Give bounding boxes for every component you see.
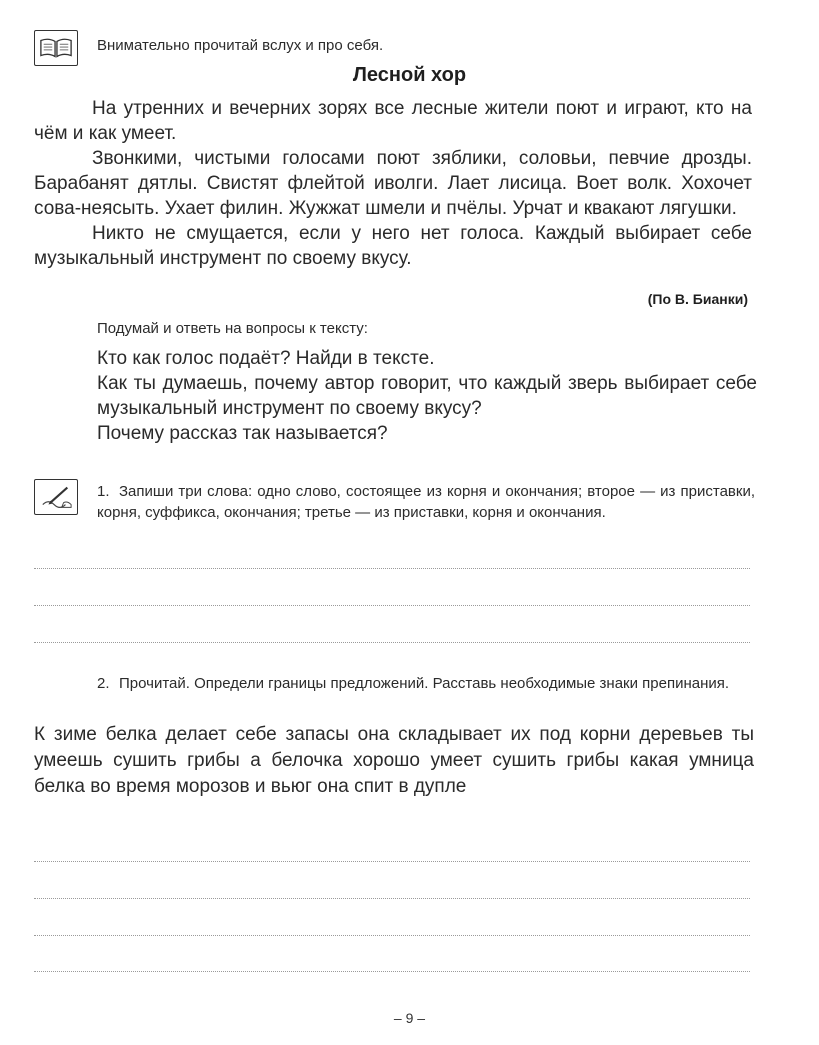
page-number: – 9 – bbox=[393, 1010, 426, 1026]
question-item: Как ты думаешь, почему автор говорит, что каждый зверь выбирает себе музыкальный инструмент по своему вкусу? bbox=[97, 373, 757, 419]
task-text: Запиши три слова: одно слово, состоящее из корня и окончания; второе — из приставки, корня, суффикса, окончания; третье — из приставки, корня и окончания. bbox=[97, 483, 755, 521]
task-2 bbox=[97, 673, 755, 694]
pencil-writing-icon bbox=[34, 479, 78, 515]
task-text: Прочитай. Определи границы предложений. Расставь необходимые знаки препинания. bbox=[119, 675, 730, 692]
task-number: 1. bbox=[97, 483, 110, 500]
questions-list bbox=[97, 346, 757, 446]
reading-paragraph: Звонкими, чистыми голосами поют зяблики, соловьи, певчие дрозды. Барабанят дятлы. Свистят флейтой иволги. Лает лисица. Воет волк. Хохочет сова-неясыть. Ухает филин. Жужжат шмели и пчёлы. Урчат и квакают лягушки. bbox=[34, 148, 752, 219]
author-attribution: (По В. Бианки) bbox=[647, 291, 748, 307]
reading-paragraph: Никто не смущается, если у него нет голоса. Каждый выбирает себе музыкальный инструмент по своему вкусу. bbox=[34, 223, 752, 269]
task-number: 2. bbox=[97, 675, 110, 692]
answer-line[interactable] bbox=[34, 971, 750, 972]
answer-line[interactable] bbox=[34, 898, 750, 899]
question-item: Кто как голос подаёт? Найди в тексте. bbox=[97, 348, 435, 369]
question-item: Почему рассказ так называется? bbox=[97, 423, 388, 444]
questions-intro: Подумай и ответь на вопросы к тексту: bbox=[97, 320, 368, 337]
open-book-icon bbox=[34, 30, 78, 66]
reading-text bbox=[34, 96, 752, 271]
reading-paragraph: На утренних и вечерних зорях все лесные жители поют и играют, кто на чём и как умеет. bbox=[34, 98, 752, 144]
answer-line[interactable] bbox=[34, 568, 750, 569]
header-instruction: Внимательно прочитай вслух и про себя. bbox=[97, 37, 384, 54]
task-1 bbox=[97, 481, 755, 523]
answer-line[interactable] bbox=[34, 605, 750, 606]
dictation-text: К зиме белка делает себе запасы она складывает их под корни деревьев ты умеешь сушить грибы а белочка хорошо умеет сушить грибы какая умница белка во время морозов и вьюг она спит в дупле bbox=[34, 724, 754, 797]
answer-line[interactable] bbox=[34, 861, 750, 862]
answer-line[interactable] bbox=[34, 642, 750, 643]
reading-title: Лесной хор bbox=[352, 64, 467, 86]
answer-line[interactable] bbox=[34, 935, 750, 936]
